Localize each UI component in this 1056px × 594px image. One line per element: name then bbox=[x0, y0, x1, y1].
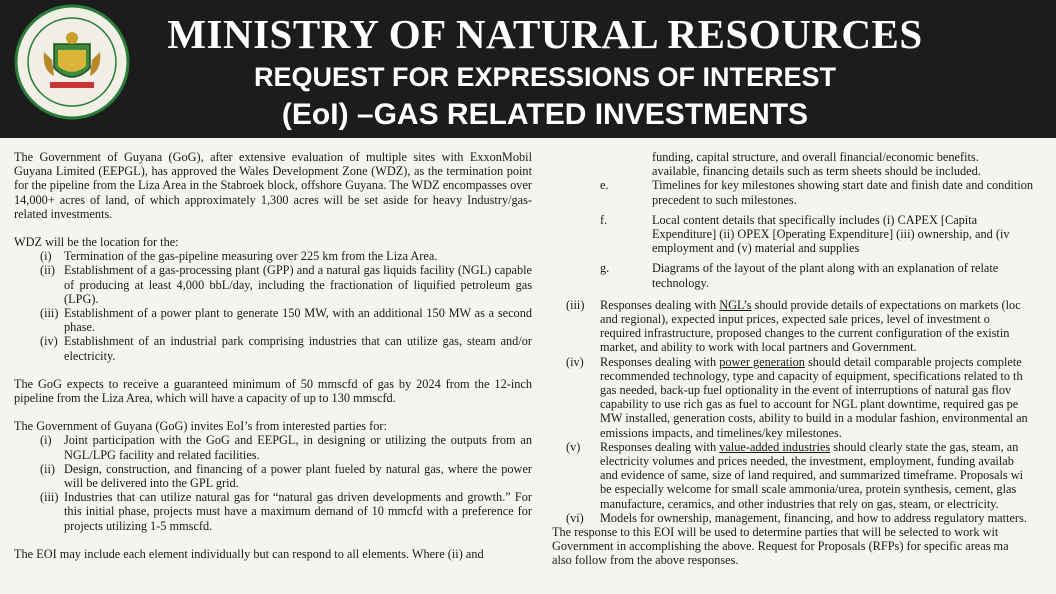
list-item: (i) Termination of the gas-pipeline measuring over 225 km from the Liza Area. bbox=[40, 249, 438, 264]
lettered-item-e: e. Timelines for key milestones showing start date and finish date and condition precedent to such milestones. bbox=[600, 178, 1034, 207]
response-item-power: (iv) Responses dealing with power generation should detail comparable projects complete recommended technology, type and capacity of equipment, specifications related to th gas needed, back-up fuel optionality in the event of interruptions of natural gas flov capability to use rich gas as fuel to account for NGL plant downtime, required gas pe MW installed, generation costs, ability to build in a modular fashion, environmental an emissions impacts, and timelines/key milestones. bbox=[566, 354, 1028, 440]
lettered-item-f: f. Local content details that specifically includes (i) CAPEX [Capita Expenditure] (ii) OPEX [Operating Expenditure] (iii) ownership, and (iv employment and (v) material and supplies bbox=[600, 212, 1010, 256]
invites-heading: The Government of Guyana (GoG) invites EoI’s from interested parties for: bbox=[14, 419, 387, 434]
subtitle-eoi: (EoI) –GAS RELATED INVESTMENTS bbox=[281, 98, 809, 131]
lettered-item-g: g. Diagrams of the layout of the plant along with an explanation of relate technology. bbox=[600, 261, 999, 290]
header-banner bbox=[0, 0, 1056, 138]
subtitle-request: REQUEST FOR EXPRESSIONS OF INTEREST bbox=[253, 62, 837, 92]
response-item-value-added: (v) Responses dealing with value-added industries should clearly state the gas, steam, an electricity volumes and prices needed, the investment, employment, funding availab and evidence of same, size of land required, and summarized timeframe. Proposals wi be especially welcome for small scale ammonia/urea, protein synthesis, cement, glas manufacture, ceramics, and other industries that rely on gas, steam, or electricity. bbox=[566, 439, 1024, 511]
list-item: (ii) Design, construction, and financing of a power plant fueled by natural gas, where the power will be delivered into the GPL grid. bbox=[40, 461, 532, 491]
eoi-paragraph: The EOI may include each element individually but can respond to all elements. Where (ii) and bbox=[14, 546, 484, 561]
wdz-heading: WDZ will be the location for the: bbox=[14, 235, 179, 250]
list-item: (iii) Industries that can utilize natural gas for “natural gas driven developments and growth.” For this initial phase, projects must have a maximum demand of 10 mmcfd with a preference for projects utilizing 1-5 mmscfd. bbox=[40, 490, 532, 533]
invite-list bbox=[14, 433, 532, 532]
list-item: (ii) Establishment of a gas-processing plant (GPP) and a natural gas liquids facility (NGL) capable of producing at least 4,000 bbL/day, including the fractionation of liquified petroleum gas (LPG). bbox=[40, 263, 532, 306]
wdz-list bbox=[14, 249, 532, 363]
closing-paragraph: The response to this EOI will be used to determine parties that will be selected to work wit Government in accomplishing the above. Request for Proposals (RFPs) for specific areas ma also follow from the above responses. bbox=[552, 525, 1009, 568]
list-item: (iv) Establishment of an industrial park comprising industries that can utilize gas, steam and/or electricity. bbox=[40, 334, 532, 363]
gas-expectation-paragraph: The GoG expects to receive a guaranteed minimum of 50 mmscfd of gas by 2024 from the 12-inch pipeline from the Liza Area, which will have a capacity of up to 130 mmscfd. bbox=[14, 376, 532, 406]
response-item-ngl: (iii) Responses dealing with NGL’s should provide details of expectations on markets (loc and regional), expected input prices, expected sale prices, level of investment o required infrastructure, proposed changes to the current configuration of the existin market, and ability to work with local partners and Government. bbox=[566, 297, 1021, 355]
text-line: available, financing details such as term sheets should be included. bbox=[652, 164, 981, 179]
list-item: (iii) Establishment of a power plant to generate 150 MW, with an additional 150 MW as a second phase. bbox=[40, 306, 532, 335]
ministry-seal-logo bbox=[14, 4, 130, 120]
text-line: funding, capital structure, and overall financial/economic benefits. bbox=[652, 150, 979, 164]
right-column bbox=[552, 150, 1056, 568]
page-title: MINISTRY OF NATURAL RESOURCES bbox=[167, 11, 923, 57]
left-column bbox=[14, 150, 532, 561]
intro-paragraph: The Government of Guyana (GoG), after extensive evaluation of multiple sites with ExxonMobil Guyana Limited (EEPGL), has approved the Wales Development Zone (WDZ), as the termination point for the pipeline from the Liza Area in the Stabroek block, offshore Guyana. The WDZ encompasses over 14,000+ acres of land, of which approximately 1,300 acres will be set aside for heavy Industry/gas-related investments. bbox=[14, 150, 532, 221]
list-item: (i) Joint participation with the GoG and EEPGL, in designing or utilizing the outputs from an NGL/LPG facility and related facilities. bbox=[40, 433, 532, 462]
response-item-models: (vi) Models for ownership, management, financing, and how to address regulatory matters. bbox=[566, 510, 1027, 525]
